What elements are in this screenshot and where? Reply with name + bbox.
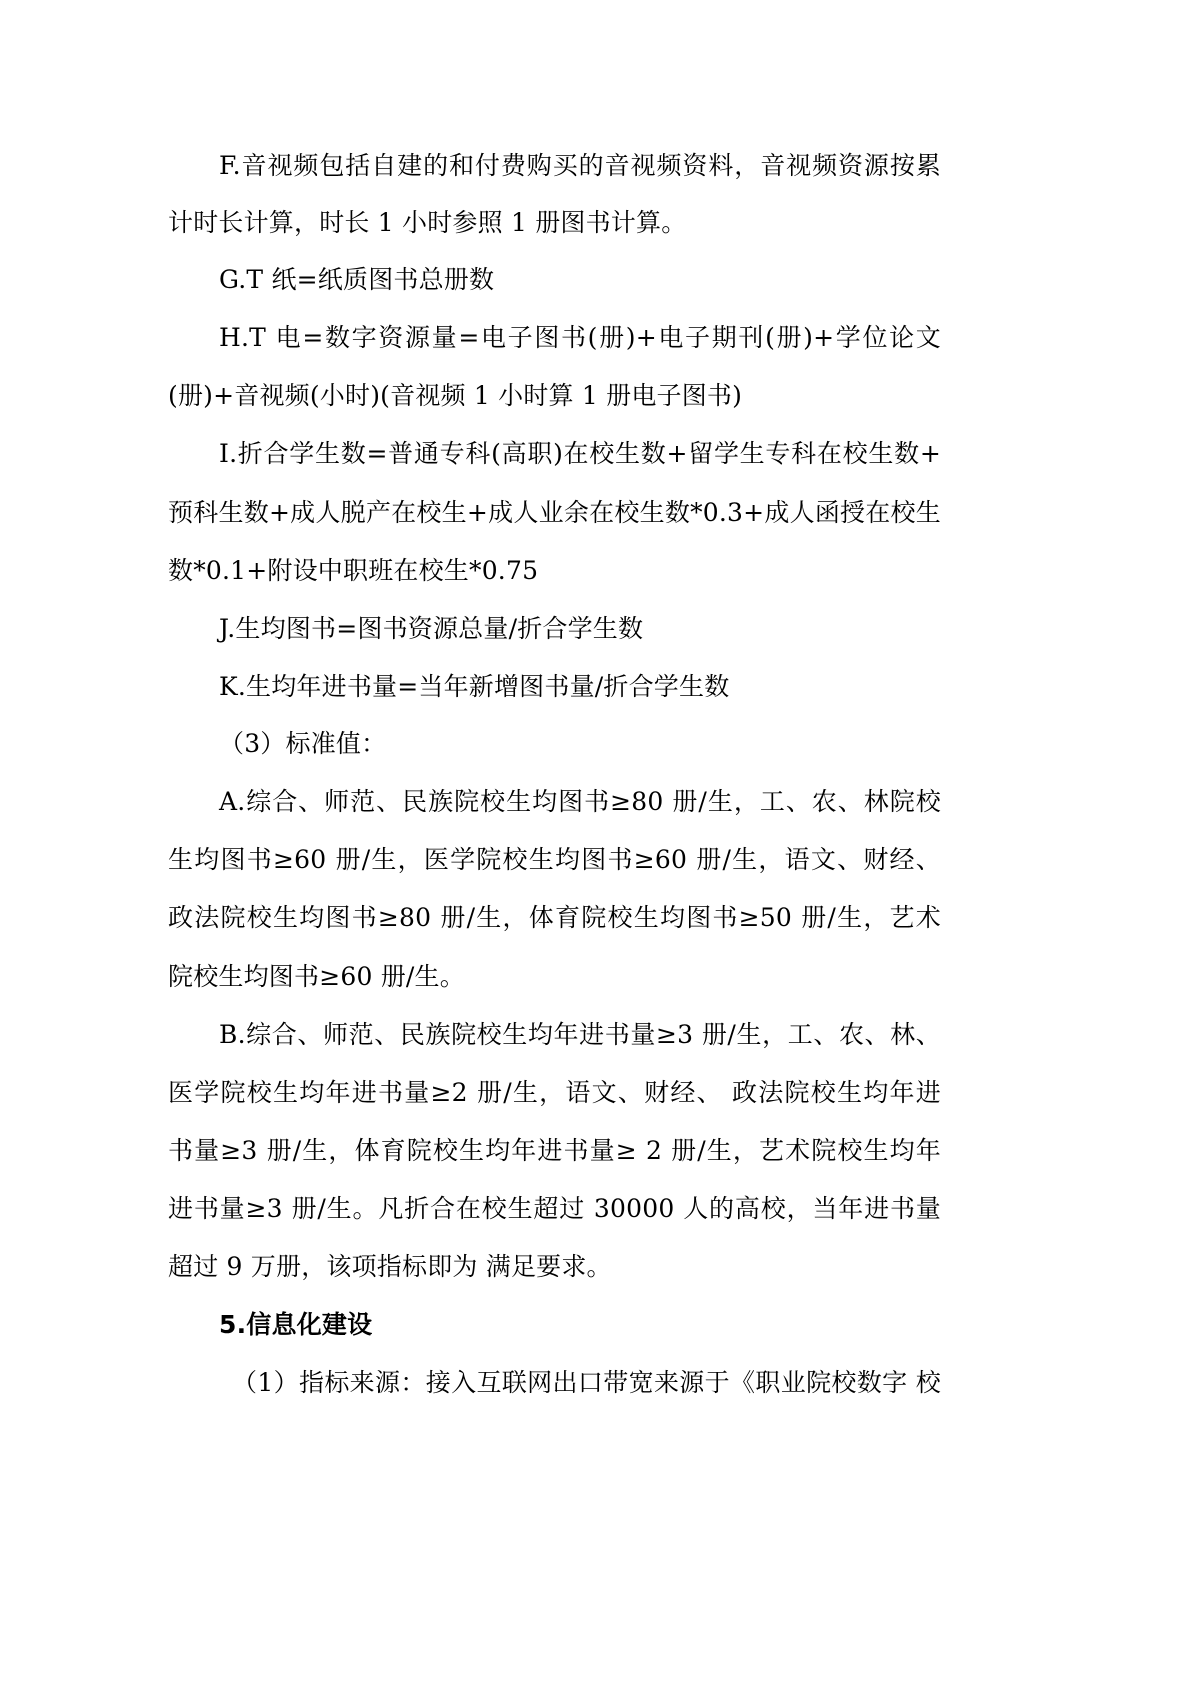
paragraph-a-line-4: 院校生均图书≥60 册/生。 <box>168 962 465 991</box>
paragraph-a-line-1: A.综合、师范、民族院校生均图书≥80 册/生，工、农、林院校 <box>219 787 941 816</box>
paragraph-a-line-3: 政法院校生均图书≥80 册/生，体育院校生均图书≥50 册/生，艺术 <box>168 903 941 932</box>
section-standard-value-heading: （3）标准值： <box>219 729 387 758</box>
paragraph-b-line-2: 医学院校生均年进书量≥2 册/生，语文、财经、 政法院校生均年进 <box>168 1078 941 1107</box>
paragraph-h-line-2: (册)+音视频(小时)(音视频 1 小时算 1 册电子图书) <box>168 381 743 410</box>
section-heading-informatization: 5.信息化建设 <box>219 1310 373 1339</box>
paragraph-j: J.生均图书=图书资源总量/折合学生数 <box>219 614 644 643</box>
paragraph-i-line-3: 数*0.1+附设中职班在校生*0.75 <box>168 556 539 585</box>
paragraph-b-line-1: B.综合、师范、民族院校生均年进书量≥3 册/生，工、农、林、 <box>219 1020 941 1049</box>
paragraph-i-line-1: I.折合学生数=普通专科(高职)在校生数+留学生专科在校生数+ <box>219 439 941 468</box>
paragraph-a-line-2: 生均图书≥60 册/生，医学院校生均图书≥60 册/生，语文、财经、 <box>168 845 941 874</box>
paragraph-b-line-3: 书量≥3 册/生，体育院校生均年进书量≥ 2 册/生，艺术院校生均年 <box>168 1136 941 1165</box>
paragraph-f-line-2: 计时长计算，时长 1 小时参照 1 册图书计算。 <box>168 208 687 237</box>
paragraph-indicator-source: （1）指标来源：接入互联网出口带宽来源于《职业院校数字 校 <box>232 1368 941 1397</box>
paragraph-g: G.T 纸=纸质图书总册数 <box>219 265 495 294</box>
paragraph-f-line-1: F.音视频包括自建的和付费购买的音视频资料，音视频资源按累 <box>219 151 941 180</box>
paragraph-i-line-2: 预科生数+成人脱产在校生+成人业余在校生数*0.3+成人函授在校生 <box>168 498 941 527</box>
paragraph-k: K.生均年进书量=当年新增图书量/折合学生数 <box>219 672 730 701</box>
paragraph-h-line-1: H.T 电=数字资源量=电子图书(册)+电子期刊(册)+学位论文 <box>219 323 941 352</box>
paragraph-b-line-4: 进书量≥3 册/生。凡折合在校生超过 30000 人的高校，当年进书量 <box>168 1194 941 1223</box>
paragraph-b-line-5: 超过 9 万册，该项指标即为 满足要求。 <box>168 1252 612 1281</box>
